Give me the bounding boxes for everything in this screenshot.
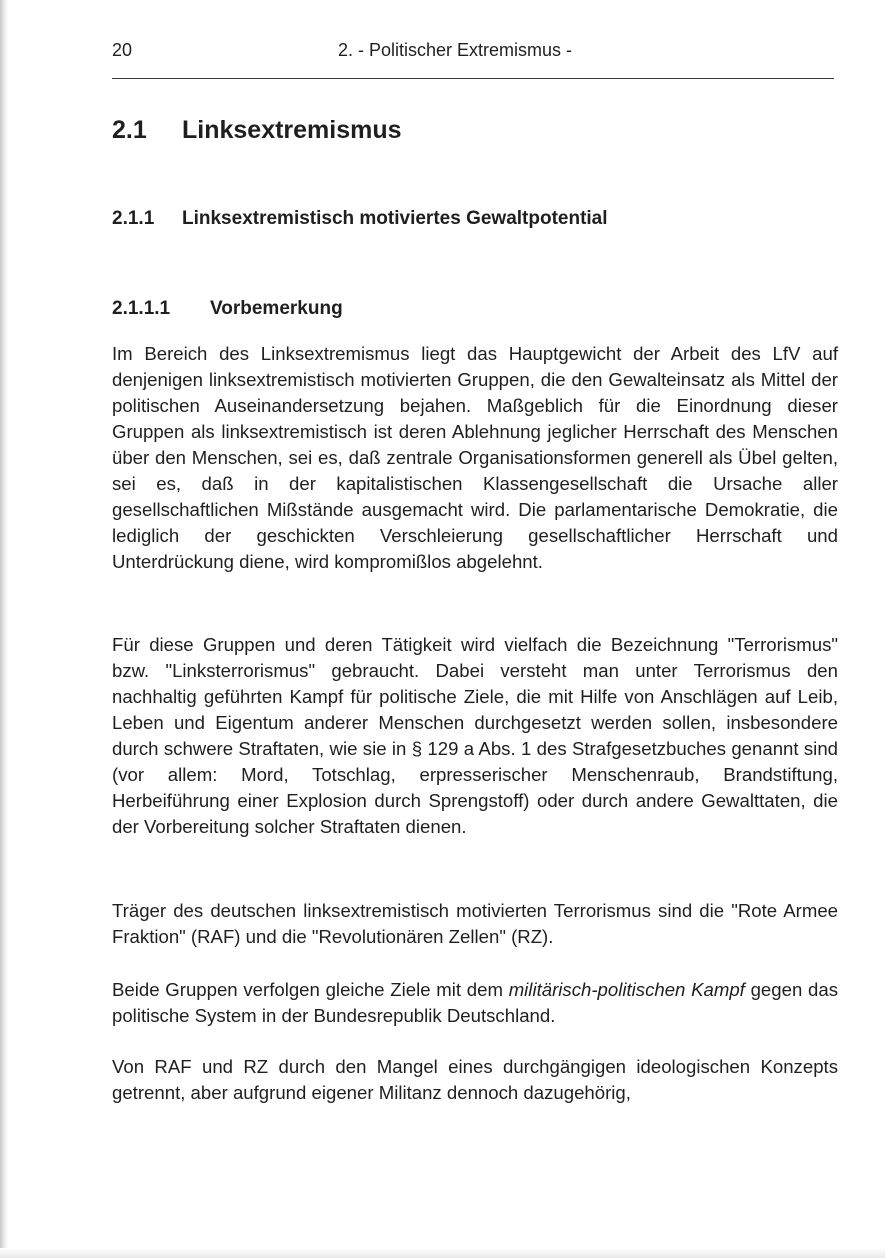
- paragraph-terrorism-definition: Für diese Gruppen und deren Tätigkeit wird vielfach die Bezeichnung "Terrorismus" bzw. "Linksterrorismus" gebraucht. Dabei versteht man unter Terrorismus den nachhaltig geführten Kampf für politische Ziele, die mit Hilfe von Anschlägen auf Leib, Leben und Eigentum anderer Menschen durchgesetzt werden sollen, insbesondere durch schwere Straftaten, wie sie in § 129 a Abs. 1 des Strafgesetzbuches genannt sind (vor allem: Mord, Totschlag, erpresserischer Menschenraub, Brandstiftung, Herbeiführung einer Explosion durch Sprengstoff) oder durch andere Gewalttaten, die der Vorbereitung solcher Straftaten dienen.: [112, 634, 838, 837]
- paragraph-common-goals: [112, 977, 838, 1029]
- paragraph-preliminary: Im Bereich des Linksextremismus liegt das Hauptgewicht der Arbeit des LfV auf denjenigen linksextremistisch motivierten Gruppen, die den Gewalteinsatz als Mittel der politischen Auseinandersetzung bejahen. Maßgeblich für die Einordnung dieser Gruppen als linksextremistisch ist deren Ablehnung jeglicher Herrschaft des Menschen über den Menschen, sei es, daß zentrale Organisationsformen generell als Übel gelten, sei es, daß in der kapitalistischen Klassengesellschaft die Ursache aller gesellschaftlichen Mißstände ausgemacht wird. Die parlamentarische Demokratie, die lediglich der geschickten Verschleierung gesellschaftlicher Herrschaft und Unterdrückung diene, wird kompromißlos abgelehnt.: [112, 343, 838, 572]
- header-rule: [112, 78, 834, 79]
- scan-bottom-shadow: [0, 1248, 885, 1258]
- paragraph-other-groups: Von RAF und RZ durch den Mangel eines durchgängigen ideologischen Konzepts getrennt, aber aufgrund eigener Militanz dennoch dazugehörig,: [112, 1056, 838, 1103]
- subsubsection-number: 2.1.1.1: [112, 298, 171, 319]
- page-number: 20: [112, 40, 133, 60]
- subsection-heading: [112, 208, 608, 230]
- subsection-title: Linksextremistisch motiviertes Gewaltpotential: [182, 208, 608, 229]
- paragraph-common-goals-start: Beide Gruppen verfolgen gleiche Ziele mit dem: [112, 979, 509, 1000]
- running-title: 2. - Politischer Extremismus -: [338, 40, 573, 60]
- paragraph-common-goals-end: gegen das politische System in der Bundesrepublik Deutschland.: [112, 979, 838, 1026]
- section-title: Linksextremismus: [182, 116, 402, 144]
- paragraph-raf-rz: Träger des deutschen linksextremistisch motivierten Terrorismus sind die "Rote Armee Fraktion" (RAF) und die "Revolutionären Zellen" (RZ).: [112, 900, 838, 947]
- running-header: [112, 40, 834, 66]
- section-number: 2.1: [112, 116, 147, 144]
- scan-edge-shadow: [0, 0, 8, 1258]
- subsubsection-heading: [112, 298, 343, 320]
- subsection-number: 2.1.1: [112, 208, 155, 229]
- subsubsection-title: Vorbemerkung: [210, 298, 343, 319]
- section-heading: [112, 116, 402, 145]
- emphasis-military-political-struggle: militärisch-politischen Kampf: [508, 979, 745, 1000]
